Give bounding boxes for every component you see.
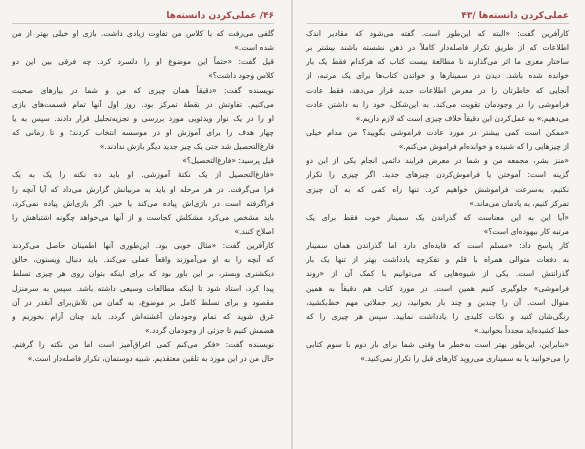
text-line: دیکشنری وبستر، بر این باور بود که برای اینکه بتوان روی هر چیزی تسلط (12, 269, 274, 279)
text-line: رنگی‌شان کنید و نکات کلیدی را یادداشت نمایید. سپس هر چیزی را که (306, 311, 569, 321)
text-line: پیدا کرد، استاد شود تا اینکه مطالعات وسیعی داشته باشد. سپس به سرمنزل (12, 283, 274, 293)
text-line: «آیا این به این معناست که گذراندن یک سمینار خوب فقط برای یک (306, 212, 569, 222)
page-body (12, 27, 274, 366)
text-line: از چیزهایی را که شنیده و خوانده‌ام فراموش می‌کنم.» (398, 142, 569, 152)
text-line: «بنابراین، این‌طور بهتر است به‌خطر ما وقتی شما برای بار دوم با سوم کتابی (306, 340, 569, 350)
text-line: «فارغ‌التحصیل از یک نکتهٔ آموزشی. او باید ده نکته را یک به یک (12, 170, 274, 180)
text-line: گلفی می‌رفت که با کلاس من تفاوت زیادی داشت. بازی او خیلی بهتر از من (12, 29, 274, 38)
text-line: چهار هدف را برای آموزش او در موسسه انتخاب کردند؛ و تا زمانی که (12, 127, 274, 137)
text-line: گزینه است: آموختن یا فراموش‌کردن چیزهای جدید. اگر چیزی را تکرار (306, 170, 569, 180)
text-line: باید مشخص می‌کرد مشکلش کجاست و از آنها می‌خواهد چگونه اشتباهش را (12, 212, 274, 222)
text-line: «منز بشر، مجمعه من و شما در معرض فرایند دائمی انجام یکی از این دو (306, 156, 569, 166)
text-line: گذرانتش است. یکی از شیوه‌هایی که می‌توانیم با کمک آن از «روند (306, 269, 569, 279)
text-line: به دفعات متوالی همراه با قلم و تفکر‌چه یادداشت بهتر از تنها یک بار (306, 255, 569, 265)
text-line: نویسنده گفت: «دقیقاً همان چیزی که من و شما در بیارهای صحبت (12, 85, 274, 95)
text-line: هضمش کنیم تا جزئی از وجودمان گردد.» (144, 325, 274, 335)
text-line: غرق شوید که تمام وجودمان آغشته‌اش گردد. باید چنان آرام بخوریم و (12, 311, 274, 321)
text-line: خط کشیده‌اید مجدداً بخوانید.» (474, 325, 569, 335)
text-line: مرتبه کار بیهوده‌ای است؟» (483, 226, 569, 236)
left-page (0, 0, 292, 449)
text-line: «ممکن است کمی بیشتر در مورد عادت فراموشی بگویید؟ من مدام خیلی (306, 127, 569, 137)
text-line: خوانده شده باشد. دیدن در سمینارها و خواندن کتاب‌ها برای یک مرتبه، از (306, 71, 569, 81)
text-line: او را در یک نوار ویدئویی مورد بررسی و تجزیه‌تحلیل قرار دادند. سپس به یا (12, 113, 274, 123)
text-line: اصلاح کنند.» (234, 226, 274, 236)
text-line: نویسنده گفت: «فکر می‌کنم کمی اغراق‌آمیز است اما من نکته را گرفتم. (12, 340, 274, 350)
text-line: مقصود و برای تسلط کامل بر موضوع، به گمان من تلاش‌برای آنقدر در آن (12, 297, 274, 307)
page-body (306, 27, 569, 366)
text-line: را می‌خوانید یا به سمیناری می‌روید کارهای قبل را تکرار نمی‌کنید.» (360, 354, 569, 364)
text-line: قیل پرسید: «فارغ‌التحصیل؟» (182, 156, 274, 166)
text-line: کارآفرین گفت: «مثال خوبی بود. این‌طوری آنها اطمینان حاصل می‌کردند (12, 241, 274, 251)
text-line: اطلاعات که از طریق تکرار فاصله‌دار کاملاً در ذهن نشسته باشند بیشتر بر (306, 43, 569, 53)
text-line: شده است.» (234, 43, 274, 53)
text-line: نکنیم، به‌سرعت فراموشش خواهیم کرد. تنها راه کمی که به آن چیزی (306, 184, 569, 194)
text-line: کار پاسخ داد: «مسلم است که فایده‌ای دارد اما گذراندن همان سمینار (306, 241, 569, 251)
right-page (293, 0, 585, 449)
text-line: فراموشی» جلوگیری کنیم همین است. در مورد کتاب هم دقیقاً به همین (306, 283, 569, 293)
text-line: آنجایی که خاطرتان را در معرض اطلاعات جدید قرار می‌دهد، فقط عادت (306, 85, 569, 95)
text-line: که آنچه را به او می‌آموزند واقعاً عملی می‌کند. باید دنبال ویستون، خالق (12, 255, 274, 265)
text-line: ساختار مغزی ما اثر می‌گذارند تا مطالعهٔ بیست کتاب که هرکدام فقط یک بار (306, 57, 569, 67)
text-line: می‌کنیم. تفاوتش در نقطهٔ تمرکز بود. روز اول آنها تمام قسمت‌های بازی (12, 99, 274, 109)
text-line: فراموشی را در وجودمان تقویت می‌کند. به این‌شکل، خود را به داشتن عادت (306, 99, 569, 109)
text-line: کلاس وجود داشت؟» (208, 71, 274, 81)
text-line: فرا می‌گرفت. در هر مرحله او باید به مربیانش گزارش می‌داد که آیا آنچه را (12, 184, 274, 194)
page-header: ۴۶/ عملی‌کردن دانسته‌ها (12, 9, 274, 24)
text-line: فارغ‌التحصیل شد حتی یک چیز جدید دیگر بازش ندادند.» (99, 142, 274, 152)
text-line: فراگرفته است در بازی‌اش پیاده می‌کند یا خیر. اگر بازی‌اش پیاده نمی‌کرد، (12, 198, 274, 208)
text-line: کارآفرین گفت: «البته که این‌طور است. گفته می‌شود که مقادیر اندک (306, 29, 569, 38)
text-line: می‌دهیم.» به عمل‌کردن این دقیقاً خلاف چیزی است که لازم داریم.» (355, 113, 569, 123)
page-header: عملی‌کردن دانسته‌ها /۴۳ (306, 9, 569, 24)
text-line: منوال است. آن را چندین و چند بار بخوانید، زیر جملاتی مهم خط‌بکشید، (306, 297, 569, 307)
text-line: تمرکز کنیم، به یادمان می‌ماند.» (469, 198, 569, 208)
text-line: حال من در این مورد به تلقین معتقدیم. شبیه دوستمان، تکرار فاصله‌دار است.» (27, 354, 274, 364)
text-line: قیل گفت: «حتماً این موضوع او را دلسرد کرد. چه فرقی بین این دو (12, 57, 274, 67)
